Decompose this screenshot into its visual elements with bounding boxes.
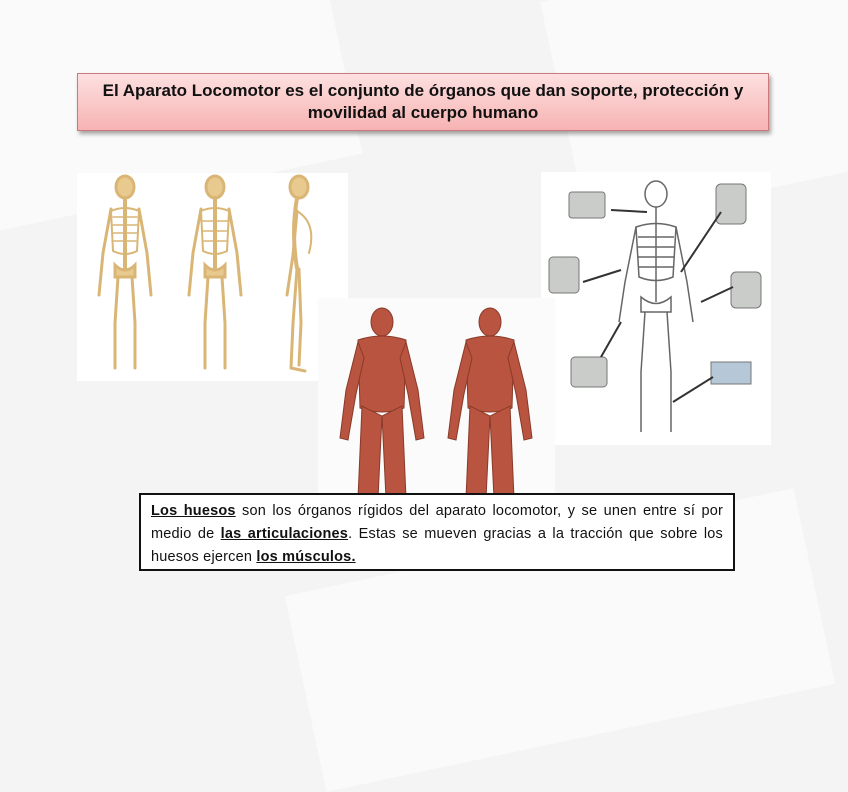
skeleton-front [99, 176, 151, 368]
skeleton-side [287, 176, 311, 371]
skeleton-drawing [77, 173, 348, 381]
muscle-figure-front [340, 308, 424, 498]
skeleton-illustration [77, 173, 348, 381]
slide-title-text: El Aparato Locomotor es el conjunto de órganos que dan soporte, protección y movilidad al cuerpo humano [102, 81, 744, 122]
joint-models [549, 184, 761, 387]
description-text-1: son los órganos rígidos del aparato locomotor, y se unen entre sí por medio de [151, 503, 724, 542]
muscle-figure-back [448, 308, 532, 498]
joint-diagram-drawing [541, 172, 771, 445]
muscular-system-illustration [318, 298, 555, 498]
slide-title [77, 73, 769, 131]
term-joints: las articulaciones [220, 526, 349, 542]
term-muscles: los músculos. [256, 549, 356, 565]
joint-types-diagram [541, 172, 771, 445]
term-bones: Los huesos [151, 503, 236, 519]
diagram-skeleton [619, 181, 693, 432]
skeleton-back [189, 176, 241, 368]
description-box [139, 493, 735, 571]
description-text-2: . Estas se mueven gracias a la tracción que sobre los huesos ejercen [151, 526, 723, 565]
muscle-drawing [318, 298, 555, 498]
